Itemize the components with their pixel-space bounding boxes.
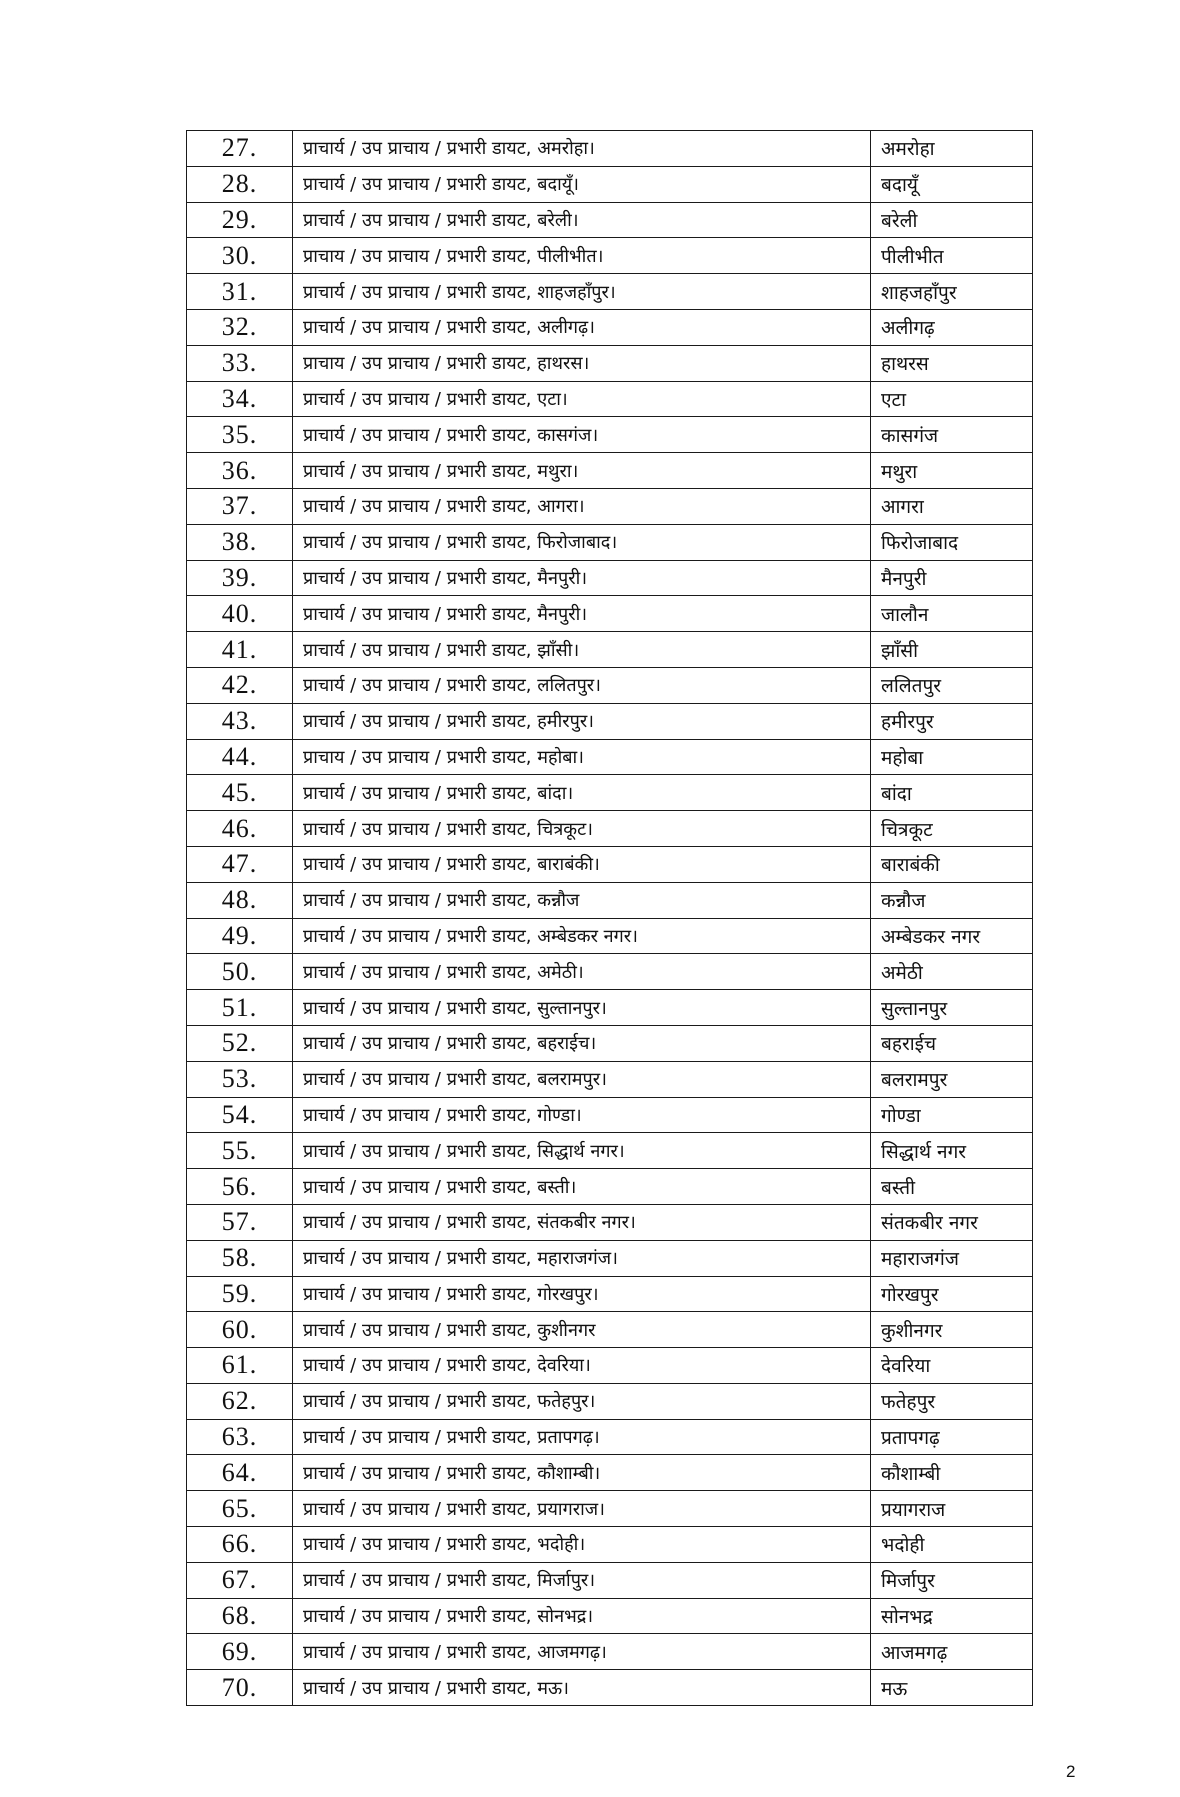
serial-number-cell: 48. <box>187 882 293 918</box>
serial-number-cell: 35. <box>187 417 293 453</box>
table-row <box>187 882 1033 918</box>
district-cell: बरेली <box>871 202 1033 238</box>
district-cell: कौशाम्बी <box>871 1455 1033 1491</box>
table-row <box>187 274 1033 310</box>
district-cell: बहराईच <box>871 1025 1033 1061</box>
designation-cell: प्राचार्य / उप प्राचाय / प्रभारी डायट, बस्ती। <box>293 1169 871 1205</box>
serial-number-cell: 63. <box>187 1419 293 1455</box>
serial-number-cell: 27. <box>187 131 293 167</box>
table-row <box>187 488 1033 524</box>
designation-cell: प्राचार्य / उप प्राचाय / प्रभारी डायट, मिर्जापुर। <box>293 1562 871 1598</box>
table-row <box>187 954 1033 990</box>
serial-number-cell: 50. <box>187 954 293 990</box>
table-body <box>187 131 1033 1706</box>
designation-cell: प्राचार्य / उप प्राचाय / प्रभारी डायट, बरेली। <box>293 202 871 238</box>
serial-number-cell: 65. <box>187 1491 293 1527</box>
district-cell: कुशीनगर <box>871 1312 1033 1348</box>
table-row <box>187 632 1033 668</box>
serial-number-cell: 51. <box>187 990 293 1026</box>
designation-cell: प्राचार्य / उप प्राचाय / प्रभारी डायट, मैनपुरी। <box>293 560 871 596</box>
serial-number-cell: 31. <box>187 274 293 310</box>
table-row <box>187 1348 1033 1384</box>
serial-number-cell: 57. <box>187 1204 293 1240</box>
serial-number-cell: 41. <box>187 632 293 668</box>
table-row <box>187 811 1033 847</box>
designation-cell: प्राचार्य / उप प्राचाय / प्रभारी डायट, अमेठी। <box>293 954 871 990</box>
serial-number-cell: 47. <box>187 846 293 882</box>
district-cell: भदोही <box>871 1527 1033 1563</box>
table-row <box>187 1419 1033 1455</box>
designation-cell: प्राचार्य / उप प्राचाय / प्रभारी डायट, आगरा। <box>293 488 871 524</box>
district-cell: बाराबंकी <box>871 846 1033 882</box>
district-cell: अम्बेडकर नगर <box>871 918 1033 954</box>
district-cell: फतेहपुर <box>871 1383 1033 1419</box>
district-cell: सिद्धार्थ नगर <box>871 1133 1033 1169</box>
table-row <box>187 1276 1033 1312</box>
district-cell: आजमगढ़ <box>871 1634 1033 1670</box>
serial-number-cell: 36. <box>187 453 293 489</box>
table-row <box>187 667 1033 703</box>
serial-number-cell: 67. <box>187 1562 293 1598</box>
serial-number-cell: 66. <box>187 1527 293 1563</box>
table-row <box>187 1061 1033 1097</box>
table-row <box>187 1670 1033 1706</box>
designation-cell: प्राचार्य / उप प्राचाय / प्रभारी डायट, महाराजगंज। <box>293 1240 871 1276</box>
serial-number-cell: 59. <box>187 1276 293 1312</box>
designation-cell: प्राचार्य / उप प्राचाय / प्रभारी डायट, मैनपुरी। <box>293 596 871 632</box>
designation-cell: प्राचाय / उप प्राचाय / प्रभारी डायट, हाथरस। <box>293 345 871 381</box>
district-cell: गोरखपुर <box>871 1276 1033 1312</box>
serial-number-cell: 34. <box>187 381 293 417</box>
serial-number-cell: 56. <box>187 1169 293 1205</box>
district-cell: हमीरपुर <box>871 703 1033 739</box>
table-row <box>187 202 1033 238</box>
designation-cell: प्राचार्य / उप प्राचाय / प्रभारी डायट, बदायूँ। <box>293 166 871 202</box>
table-row <box>187 417 1033 453</box>
designation-cell: प्राचार्य / उप प्राचाय / प्रभारी डायट, कन्नौज <box>293 882 871 918</box>
designation-cell: प्राचार्य / उप प्राचाय / प्रभारी डायट, बलरामपुर। <box>293 1061 871 1097</box>
district-cell: महोबा <box>871 739 1033 775</box>
designation-cell: प्राचाय / उप प्राचाय / प्रभारी डायट, पीलीभीत। <box>293 238 871 274</box>
district-cell: शाहजहाँपुर <box>871 274 1033 310</box>
table-row <box>187 703 1033 739</box>
table-row <box>187 560 1033 596</box>
table-row <box>187 453 1033 489</box>
district-cell: प्रयागराज <box>871 1491 1033 1527</box>
district-cell: बस्ती <box>871 1169 1033 1205</box>
designation-cell: प्राचार्य / उप प्राचाय / प्रभारी डायट, फिरोजाबाद। <box>293 524 871 560</box>
designation-cell: प्राचार्य / उप प्राचाय / प्रभारी डायट, गोरखपुर। <box>293 1276 871 1312</box>
serial-number-cell: 54. <box>187 1097 293 1133</box>
district-cell: गोण्डा <box>871 1097 1033 1133</box>
serial-number-cell: 64. <box>187 1455 293 1491</box>
serial-number-cell: 70. <box>187 1670 293 1706</box>
district-cell: ललितपुर <box>871 667 1033 703</box>
serial-number-cell: 28. <box>187 166 293 202</box>
page-number: 2 <box>1066 1762 1076 1781</box>
designation-cell: प्राचार्य / उप प्राचाय / प्रभारी डायट, अमरोहा। <box>293 131 871 167</box>
designation-cell: प्राचार्य / उप प्राचाय / प्रभारी डायट, एटा। <box>293 381 871 417</box>
designation-cell: प्राचार्य / उप प्राचाय / प्रभारी डायट, मथुरा। <box>293 453 871 489</box>
table-row <box>187 166 1033 202</box>
district-cell: महाराजगंज <box>871 1240 1033 1276</box>
table-row <box>187 1169 1033 1205</box>
table-row <box>187 1204 1033 1240</box>
district-cell: मऊ <box>871 1670 1033 1706</box>
table-row <box>187 238 1033 274</box>
designation-cell: प्राचार्य / उप प्राचाय / प्रभारी डायट, अम्बेडकर नगर। <box>293 918 871 954</box>
serial-number-cell: 33. <box>187 345 293 381</box>
table-row <box>187 1025 1033 1061</box>
district-cell: मैनपुरी <box>871 560 1033 596</box>
district-cell: सुल्तानपुर <box>871 990 1033 1026</box>
table-row <box>187 1240 1033 1276</box>
table-row <box>187 1383 1033 1419</box>
table-row <box>187 1527 1033 1563</box>
district-cell: झाँसी <box>871 632 1033 668</box>
designation-cell: प्राचार्य / उप प्राचाय / प्रभारी डायट, बांदा। <box>293 775 871 811</box>
designation-cell: प्राचार्य / उप प्राचाय / प्रभारी डायट, मऊ। <box>293 1670 871 1706</box>
district-cell: फिरोजाबाद <box>871 524 1033 560</box>
district-cell: अलीगढ़ <box>871 309 1033 345</box>
table-row <box>187 739 1033 775</box>
designation-cell: प्राचार्य / उप प्राचाय / प्रभारी डायट, अलीगढ़। <box>293 309 871 345</box>
table-row <box>187 775 1033 811</box>
designation-cell: प्राचार्य / उप प्राचाय / प्रभारी डायट, संतकबीर नगर। <box>293 1204 871 1240</box>
designation-cell: प्राचार्य / उप प्राचाय / प्रभारी डायट, सिद्धार्थ नगर। <box>293 1133 871 1169</box>
serial-number-cell: 29. <box>187 202 293 238</box>
district-cell: कन्नौज <box>871 882 1033 918</box>
designation-cell: प्राचार्य / उप प्राचाय / प्रभारी डायट, सोनभद्र। <box>293 1598 871 1634</box>
table-row <box>187 1491 1033 1527</box>
serial-number-cell: 68. <box>187 1598 293 1634</box>
district-cell: संतकबीर नगर <box>871 1204 1033 1240</box>
district-cell: जालौन <box>871 596 1033 632</box>
designation-cell: प्राचार्य / उप प्राचाय / प्रभारी डायट, बाराबंकी। <box>293 846 871 882</box>
designation-cell: प्राचार्य / उप प्राचाय / प्रभारी डायट, चित्रकूट। <box>293 811 871 847</box>
table-row <box>187 131 1033 167</box>
table-row <box>187 1133 1033 1169</box>
table-row <box>187 990 1033 1026</box>
table-row <box>187 1598 1033 1634</box>
table-row <box>187 846 1033 882</box>
serial-number-cell: 45. <box>187 775 293 811</box>
table-row <box>187 1312 1033 1348</box>
serial-number-cell: 38. <box>187 524 293 560</box>
district-cell: अमरोहा <box>871 131 1033 167</box>
serial-number-cell: 42. <box>187 667 293 703</box>
serial-number-cell: 52. <box>187 1025 293 1061</box>
designation-cell: प्राचार्य / उप प्राचाय / प्रभारी डायट, देवरिया। <box>293 1348 871 1384</box>
district-cell: बदायूँ <box>871 166 1033 202</box>
designation-cell: प्राचार्य / उप प्राचाय / प्रभारी डायट, झाँसी। <box>293 632 871 668</box>
district-cell: पीलीभीत <box>871 238 1033 274</box>
designation-cell: प्राचार्य / उप प्राचाय / प्रभारी डायट, सुल्तानपुर। <box>293 990 871 1026</box>
serial-number-cell: 61. <box>187 1348 293 1384</box>
table-row <box>187 345 1033 381</box>
table-row <box>187 524 1033 560</box>
designation-cell: प्राचार्य / उप प्राचाय / प्रभारी डायट, हमीरपुर। <box>293 703 871 739</box>
designation-cell: प्राचार्य / उप प्राचाय / प्रभारी डायट, कुशीनगर <box>293 1312 871 1348</box>
district-cell: आगरा <box>871 488 1033 524</box>
serial-number-cell: 55. <box>187 1133 293 1169</box>
designation-cell: प्राचार्य / उप प्राचाय / प्रभारी डायट, गोण्डा। <box>293 1097 871 1133</box>
district-cell: हाथरस <box>871 345 1033 381</box>
serial-number-cell: 37. <box>187 488 293 524</box>
serial-number-cell: 49. <box>187 918 293 954</box>
district-cell: मिर्जापुर <box>871 1562 1033 1598</box>
designation-cell: प्राचार्य / उप प्राचाय / प्रभारी डायट, प्रतापगढ़। <box>293 1419 871 1455</box>
table-row <box>187 596 1033 632</box>
designation-cell: प्राचार्य / उप प्राचाय / प्रभारी डायट, फतेहपुर। <box>293 1383 871 1419</box>
district-cell: एटा <box>871 381 1033 417</box>
designation-cell: प्राचार्य / उप प्राचाय / प्रभारी डायट, कासगंज। <box>293 417 871 453</box>
table-row <box>187 309 1033 345</box>
serial-number-cell: 43. <box>187 703 293 739</box>
district-cell: कासगंज <box>871 417 1033 453</box>
district-cell: देवरिया <box>871 1348 1033 1384</box>
table-row <box>187 1455 1033 1491</box>
serial-number-cell: 69. <box>187 1634 293 1670</box>
serial-number-cell: 44. <box>187 739 293 775</box>
table-row <box>187 381 1033 417</box>
district-cell: प्रतापगढ़ <box>871 1419 1033 1455</box>
table-row <box>187 1097 1033 1133</box>
table-row <box>187 1562 1033 1598</box>
table-row <box>187 918 1033 954</box>
designation-cell: प्राचाय / उप प्राचाय / प्रभारी डायट, महोबा। <box>293 739 871 775</box>
designation-cell: प्राचार्य / उप प्राचाय / प्रभारी डायट, भदोही। <box>293 1527 871 1563</box>
serial-number-cell: 60. <box>187 1312 293 1348</box>
designation-cell: प्राचार्य / उप प्राचाय / प्रभारी डायट, आजमगढ़। <box>293 1634 871 1670</box>
serial-number-cell: 62. <box>187 1383 293 1419</box>
designation-cell: प्राचार्य / उप प्राचाय / प्रभारी डायट, शाहजहाँपुर। <box>293 274 871 310</box>
district-cell: सोनभद्र <box>871 1598 1033 1634</box>
serial-number-cell: 53. <box>187 1061 293 1097</box>
district-cell: चित्रकूट <box>871 811 1033 847</box>
district-cell: बांदा <box>871 775 1033 811</box>
table-row <box>187 1634 1033 1670</box>
designation-cell: प्राचार्य / उप प्राचाय / प्रभारी डायट, बहराईच। <box>293 1025 871 1061</box>
district-cell: बलरामपुर <box>871 1061 1033 1097</box>
district-cell: मथुरा <box>871 453 1033 489</box>
designation-cell: प्राचार्य / उप प्राचाय / प्रभारी डायट, कौशाम्बी। <box>293 1455 871 1491</box>
serial-number-cell: 58. <box>187 1240 293 1276</box>
diet-officials-table <box>186 130 1033 1706</box>
designation-cell: प्राचार्य / उप प्राचाय / प्रभारी डायट, ललितपुर। <box>293 667 871 703</box>
serial-number-cell: 30. <box>187 238 293 274</box>
serial-number-cell: 32. <box>187 309 293 345</box>
serial-number-cell: 46. <box>187 811 293 847</box>
district-cell: अमेठी <box>871 954 1033 990</box>
serial-number-cell: 40. <box>187 596 293 632</box>
designation-cell: प्राचार्य / उप प्राचाय / प्रभारी डायट, प्रयागराज। <box>293 1491 871 1527</box>
serial-number-cell: 39. <box>187 560 293 596</box>
